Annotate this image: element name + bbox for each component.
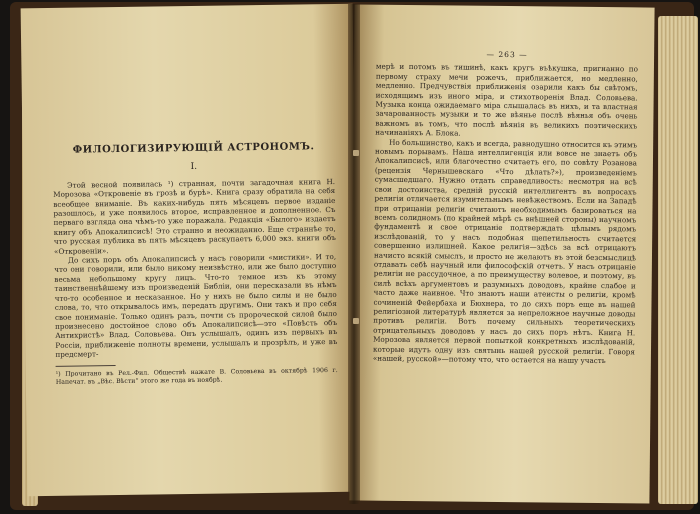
book-gutter <box>348 4 360 504</box>
right-page-edges <box>658 16 698 504</box>
binding-thread <box>353 318 359 324</box>
binding-thread <box>353 150 359 156</box>
paragraph: До сихъ поръ объ Апокалипсисѣ у насъ говорили «мистики». И то, что они говорили, или было никому неизвѣстно, или же было доступно весьма небольшому кругу лицъ. Что-то темное изъ къ этому таинственнѣйшему изъ произведеній Библіи, они пересказали въ нѣмъ что-то особенное и несказанное. Но у нихъ не было силы и не было слова, то, что открывалось имъ, передать другимъ. Они такъ и про себя свое пониманіе. Только одинъ разъ, почти съ пророческой силой было произнесено достойное слово объ Апокалипсисѣ—это «Повѣсть объ Антихристѣ» Влад. Соловьева. Онъ услышалъ, одинъ изъ первыхъ въ Россіи, приближеніе полноты времени, услышалъ и прозрѣлъ, и уже въ предсмерт- <box>54 252 338 360</box>
left-page-content <box>53 142 338 386</box>
left-page <box>21 4 360 497</box>
footnote: ¹) Прочитано въ Рел.-Фил. Обществѣ нажате В. Соловьева въ октябрѣ 1906 г. Напечат. въ „Вѣс. Вѣсти“ этого же года въ ноябрѣ. <box>55 366 338 386</box>
paragraph: Этой весной появилась ¹) странная, почти загадочная книга Н. Морозова «Откровеніе въ грозѣ и бурѣ». Книга сразу обратила на себя всеобщее вниманіе. Въ каких-нибудь пять мѣсяцевъ первое изданіе разошлось, и уже появилось второе, исправленное и дополненное. Съ перваго взгляда она чѣмъ-то уже поражала. Редакція «Былого» издаетъ книгу объ Апокалипсисѣ! Это странно и неожиданно. Еще страннѣе то, что русская публика въ пять мѣсяцевъ раскупаетъ 6,000 экз. книги объ «Откровеніи». <box>53 176 336 256</box>
right-page-content <box>373 49 638 366</box>
footnote-divider <box>56 365 116 367</box>
page-number: — 263 — <box>486 49 528 60</box>
right-page <box>349 4 654 503</box>
section-number: I. <box>190 162 198 173</box>
paragraph: Но большинство, какъ и всегда, равнодушно относится къ этимъ новымъ порывамъ. Наша интеллигенція или вовсе не знаетъ объ Апокалипсисѣ, или благочестно считаетъ его, по совѣту Розанова (рецензія Чернышевскаго «Что дѣлать?»), произведеніемъ сумасшедшаго. Нужно отдать справедливость: несмотря на всѣ свои достоинства, средній русскій интеллигентъ въ вопросахъ религіи отличается изумительнымъ невѣжествомъ. Если на Западѣ при отрицаніи религіи считаютъ необходимымъ базироваться на всемъ солидномъ (по крайней мѣрѣ съ внѣшней стороны) научномъ фундаментѣ и свое отрицаніе подтверждать цѣлымъ рядомъ изслѣдованій, то у насъ подобная щепетильность считается совершенно излишней. Какое религія—здѣсь за всѣ отрицаютъ начисто всякій смыслъ, и просто не желаютъ въ этой безсмыслицѣ отдавать себѣ научный или философскій отчетъ. У насъ отрицаніе религіи не рассудочное, а по преимуществу волевое, и поэтому, въ силѣ всѣхъ аргументовъ и разумныхъ доводовъ, крайне слабое и часто даже наивное. Что знаютъ наши атеисты о религіи, кромѣ сочиненій Фейербаха и Бюхнера, то до сихъ поръ еще въ нашей религіозной литературѣ является за непреложное научные доводы противъ религіи. Вотъ почему сильныхъ теоретическихъ отрицательныхъ доводовъ у насъ до сихъ поръ нѣтъ. Книга Н. Морозова является первой попыткой конкретныхъ изслѣдованій, которые идутъ одну изъ святынь нашей русской религіи. Говоря «нашей, русской»—потому что, что остается на нашу участь <box>372 137 638 366</box>
paragraph: мерѣ и потомъ въ тишинѣ, какъ кругъ въѣкушка, пригнанно по первому страху мечи рожечъ, приближается, но медленно, медленно. Предчувствія приближенія озарили какъ бы свѣтомъ, исходящимъ изъ иного міра, и стихотворенія Влад. Соловьева. Музыка конца ожидаемаго міра слышалась въ нихъ, и та властная зачарованность музыки и то же вѣянье послѣ вѣянья объ очень важномъ въ томъ, что послѣ вѣянія въ великихъ поэтическихъ начинаніяхъ А. Блока. <box>375 62 638 138</box>
chapter-title: ФИЛОЛОГИЗИРУЮЩІЙ АСТРОНОМЪ. <box>72 141 315 156</box>
